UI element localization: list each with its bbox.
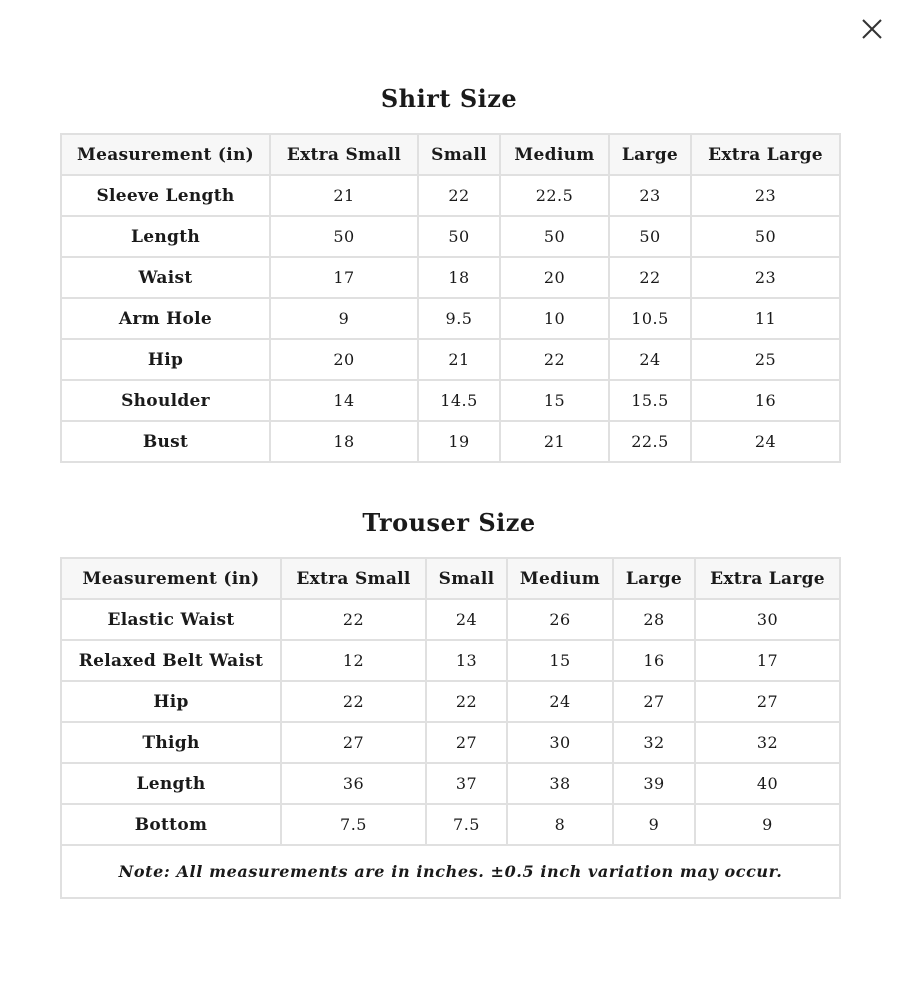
- table-row: [61, 421, 840, 462]
- table-cell: 24: [609, 339, 691, 380]
- table-cell: 19: [418, 421, 500, 462]
- column-header: Extra Large: [695, 558, 840, 599]
- table-cell: 21: [418, 339, 500, 380]
- table-header-row: [61, 558, 840, 599]
- table-cell: 16: [691, 380, 840, 421]
- table-cell: 18: [270, 421, 418, 462]
- column-header: Extra Large: [691, 134, 840, 175]
- table-cell: 9: [613, 804, 695, 845]
- row-label: Bust: [61, 421, 270, 462]
- row-label: Shoulder: [61, 380, 270, 421]
- table-cell: 7.5: [281, 804, 426, 845]
- column-header: Large: [613, 558, 695, 599]
- table-cell: 9.5: [418, 298, 500, 339]
- table-cell: 27: [695, 681, 840, 722]
- row-label: Length: [61, 216, 270, 257]
- table-cell: 30: [695, 599, 840, 640]
- table-cell: 11: [691, 298, 840, 339]
- table-cell: 17: [270, 257, 418, 298]
- table-cell: 32: [613, 722, 695, 763]
- table-cell: 50: [418, 216, 500, 257]
- table-cell: 37: [426, 763, 507, 804]
- table-cell: 12: [281, 640, 426, 681]
- column-header: Small: [426, 558, 507, 599]
- table-cell: 26: [507, 599, 613, 640]
- table-cell: 40: [695, 763, 840, 804]
- table-cell: 32: [695, 722, 840, 763]
- table-cell: 21: [500, 421, 609, 462]
- row-label: Bottom: [61, 804, 281, 845]
- table-cell: 50: [270, 216, 418, 257]
- table-cell: 21: [270, 175, 418, 216]
- table-cell: 38: [507, 763, 613, 804]
- table-row: [61, 681, 840, 722]
- table-cell: 7.5: [426, 804, 507, 845]
- table-row: [61, 257, 840, 298]
- row-label: Relaxed Belt Waist: [61, 640, 281, 681]
- table-cell: 24: [691, 421, 840, 462]
- table-row: [61, 804, 840, 845]
- table-cell: 23: [691, 257, 840, 298]
- row-label: Hip: [61, 339, 270, 380]
- table-cell: 24: [426, 599, 507, 640]
- table-cell: 20: [270, 339, 418, 380]
- row-label: Thigh: [61, 722, 281, 763]
- table-cell: 15: [507, 640, 613, 681]
- table-cell: 23: [691, 175, 840, 216]
- table-cell: 22: [281, 681, 426, 722]
- table-cell: 15: [500, 380, 609, 421]
- table-cell: 39: [613, 763, 695, 804]
- table-cell: 50: [500, 216, 609, 257]
- column-header: Small: [418, 134, 500, 175]
- table-cell: 8: [507, 804, 613, 845]
- column-header: Medium: [500, 134, 609, 175]
- table-cell: 13: [426, 640, 507, 681]
- table-cell: 10: [500, 298, 609, 339]
- column-header: Large: [609, 134, 691, 175]
- table-header-row: [61, 134, 840, 175]
- column-header: Extra Small: [270, 134, 418, 175]
- table-cell: 15.5: [609, 380, 691, 421]
- shirt-size-table: [60, 133, 841, 463]
- column-header: Measurement (in): [61, 558, 281, 599]
- note-row: [61, 845, 840, 898]
- table-row: [61, 763, 840, 804]
- table-cell: 27: [613, 681, 695, 722]
- table-cell: 17: [695, 640, 840, 681]
- table-row: [61, 175, 840, 216]
- table-row: [61, 640, 840, 681]
- table-cell: 22.5: [609, 421, 691, 462]
- table-row: [61, 380, 840, 421]
- table-cell: 9: [270, 298, 418, 339]
- table-cell: 22: [500, 339, 609, 380]
- table-row: [61, 722, 840, 763]
- shirt-size-title: Shirt Size: [380, 84, 518, 113]
- table-row: [61, 216, 840, 257]
- close-icon: [856, 13, 888, 45]
- table-cell: 18: [418, 257, 500, 298]
- table-cell: 22: [609, 257, 691, 298]
- row-label: Elastic Waist: [61, 599, 281, 640]
- trouser-size-title: Trouser Size: [362, 508, 536, 537]
- row-label: Hip: [61, 681, 281, 722]
- column-header: Extra Small: [281, 558, 426, 599]
- table-cell: 27: [426, 722, 507, 763]
- table-cell: 36: [281, 763, 426, 804]
- table-cell: 22: [418, 175, 500, 216]
- table-cell: 14.5: [418, 380, 500, 421]
- table-cell: 50: [609, 216, 691, 257]
- measurement-note: Note: All measurements are in inches. ±0.5 inch variation may occur.: [61, 845, 840, 898]
- table-row: [61, 599, 840, 640]
- column-header: Measurement (in): [61, 134, 270, 175]
- table-cell: 16: [613, 640, 695, 681]
- table-cell: 22: [281, 599, 426, 640]
- table-cell: 22: [426, 681, 507, 722]
- table-cell: 23: [609, 175, 691, 216]
- table-cell: 30: [507, 722, 613, 763]
- table-cell: 50: [691, 216, 840, 257]
- table-cell: 24: [507, 681, 613, 722]
- table-cell: 28: [613, 599, 695, 640]
- row-label: Waist: [61, 257, 270, 298]
- close-button[interactable]: [856, 13, 888, 45]
- table-cell: 14: [270, 380, 418, 421]
- row-label: Length: [61, 763, 281, 804]
- table-cell: 10.5: [609, 298, 691, 339]
- table-cell: 22.5: [500, 175, 609, 216]
- table-cell: 9: [695, 804, 840, 845]
- row-label: Sleeve Length: [61, 175, 270, 216]
- table-cell: 20: [500, 257, 609, 298]
- table-cell: 27: [281, 722, 426, 763]
- table-row: [61, 339, 840, 380]
- column-header: Medium: [507, 558, 613, 599]
- table-row: [61, 298, 840, 339]
- table-cell: 25: [691, 339, 840, 380]
- trouser-size-table: [60, 557, 841, 899]
- row-label: Arm Hole: [61, 298, 270, 339]
